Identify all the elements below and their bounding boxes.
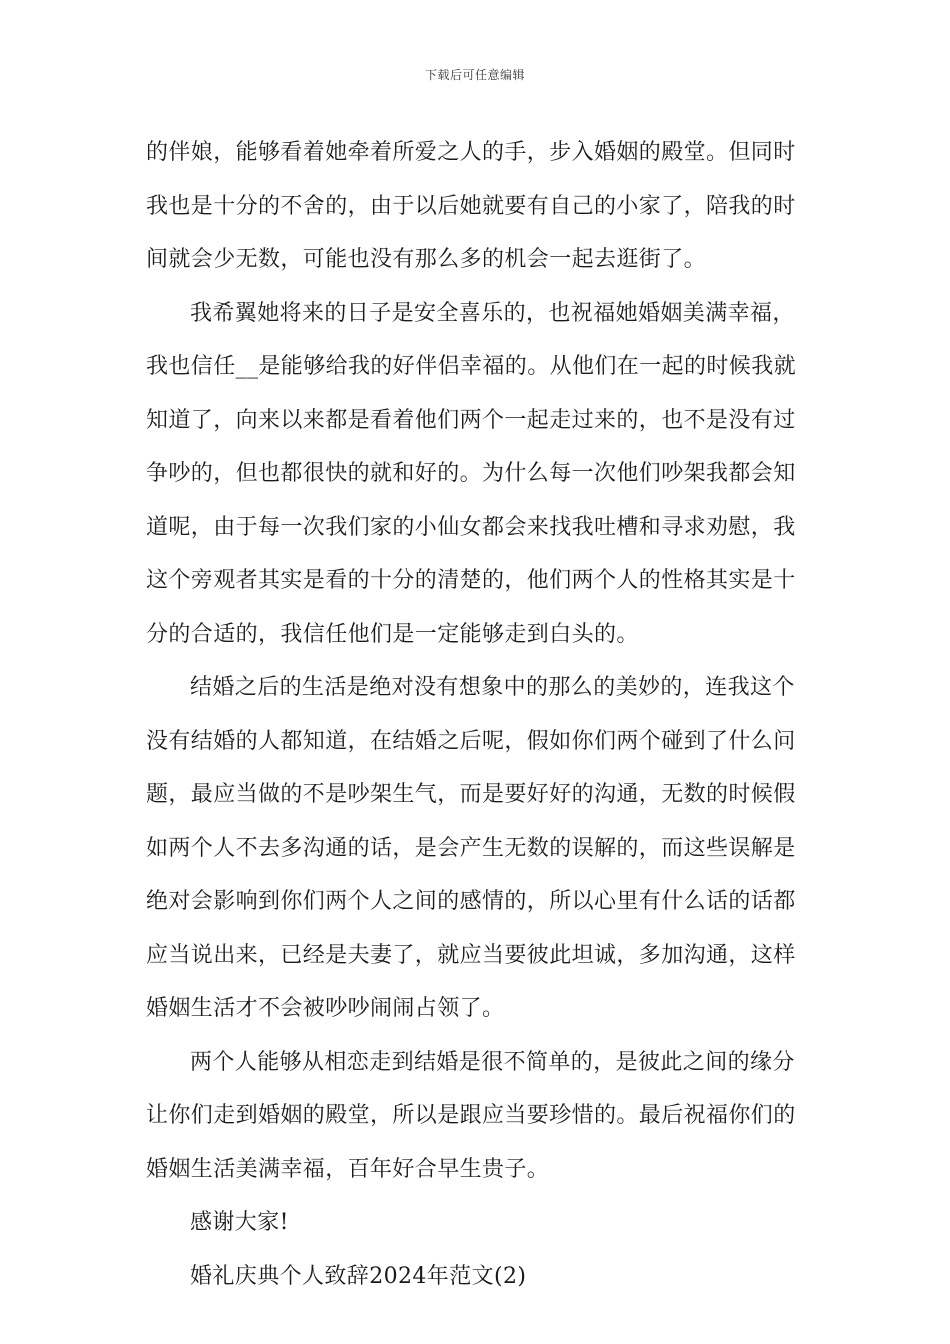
text-line: 我希翼她将来的日子是安全喜乐的，也祝福她婚姻美满幸福， <box>190 300 795 326</box>
text-line: 婚姻生活美满幸福，百年好合早生贵子。 <box>146 1156 550 1182</box>
text-line: 知道了，向来以来都是看着他们两个一起走过来的，也不是没有过 <box>146 407 796 433</box>
text-line: 让你们走到婚姻的殿堂，所以是跟应当要珍惜的。最后祝福你们的 <box>146 1103 796 1128</box>
text-line: 分的合适的，我信任他们是一定能够走到白头的。 <box>146 621 639 647</box>
text-line: 我也信任__是能够给我的好伴侣幸福的。从他们在一起的时候我就 <box>146 354 797 379</box>
text-line: 间就会少无数，可能也没有那么多的机会一起去逛街了。 <box>146 247 707 272</box>
text-line: 没有结婚的人都知道，在结婚之后呢，假如你们两个碰到了什么问 <box>146 728 796 754</box>
page-header: 下载后可任意编辑 <box>424 68 525 82</box>
text-line: 我也是十分的不舍的，由于以后她就要有自己的小家了，陪我的时 <box>146 193 796 219</box>
text-line: 应当说出来，已经是夫妻了，就应当要彼此坦诚，多加沟通，这样 <box>146 942 796 968</box>
closing-thanks: 感谢大家! <box>190 1210 289 1235</box>
text-line: 结婚之后的生活是绝对没有想象中的那么的美妙的，连我这个 <box>190 675 795 700</box>
text-line: 争吵的，但也都很快的就和好的。为什么每一次他们吵架我都会知 <box>146 461 796 486</box>
text-line: 如两个人不去多沟通的话，是会产生无数的误解的，而这些误解是 <box>146 835 796 861</box>
section-heading: 婚礼庆典个人致辞2024年范文(2) <box>190 1263 527 1289</box>
document-body <box>146 126 806 1303</box>
text-line: 两个人能够从相恋走到结婚是很不简单的，是彼此之间的缘分 <box>190 1049 795 1075</box>
text-line: 这个旁观者其实是看的十分的清楚的，他们两个人的性格其实是十 <box>146 568 796 593</box>
text-line: 绝对会影响到你们两个人之间的感情的，所以心里有什么话的话都 <box>146 889 796 914</box>
text-line: 的伴娘，能够看着她牵着所爱之人的手，步入婚姻的殿堂。但同时 <box>146 140 796 165</box>
text-line: 道呢，由于每一次我们家的小仙女都会来找我吐槽和寻求劝慰，我 <box>146 514 796 540</box>
text-line: 婚姻生活才不会被吵吵闹闹占领了。 <box>146 996 505 1021</box>
text-line: 题，最应当做的不是吵架生气，而是要好好的沟通，无数的时候假 <box>146 782 796 807</box>
